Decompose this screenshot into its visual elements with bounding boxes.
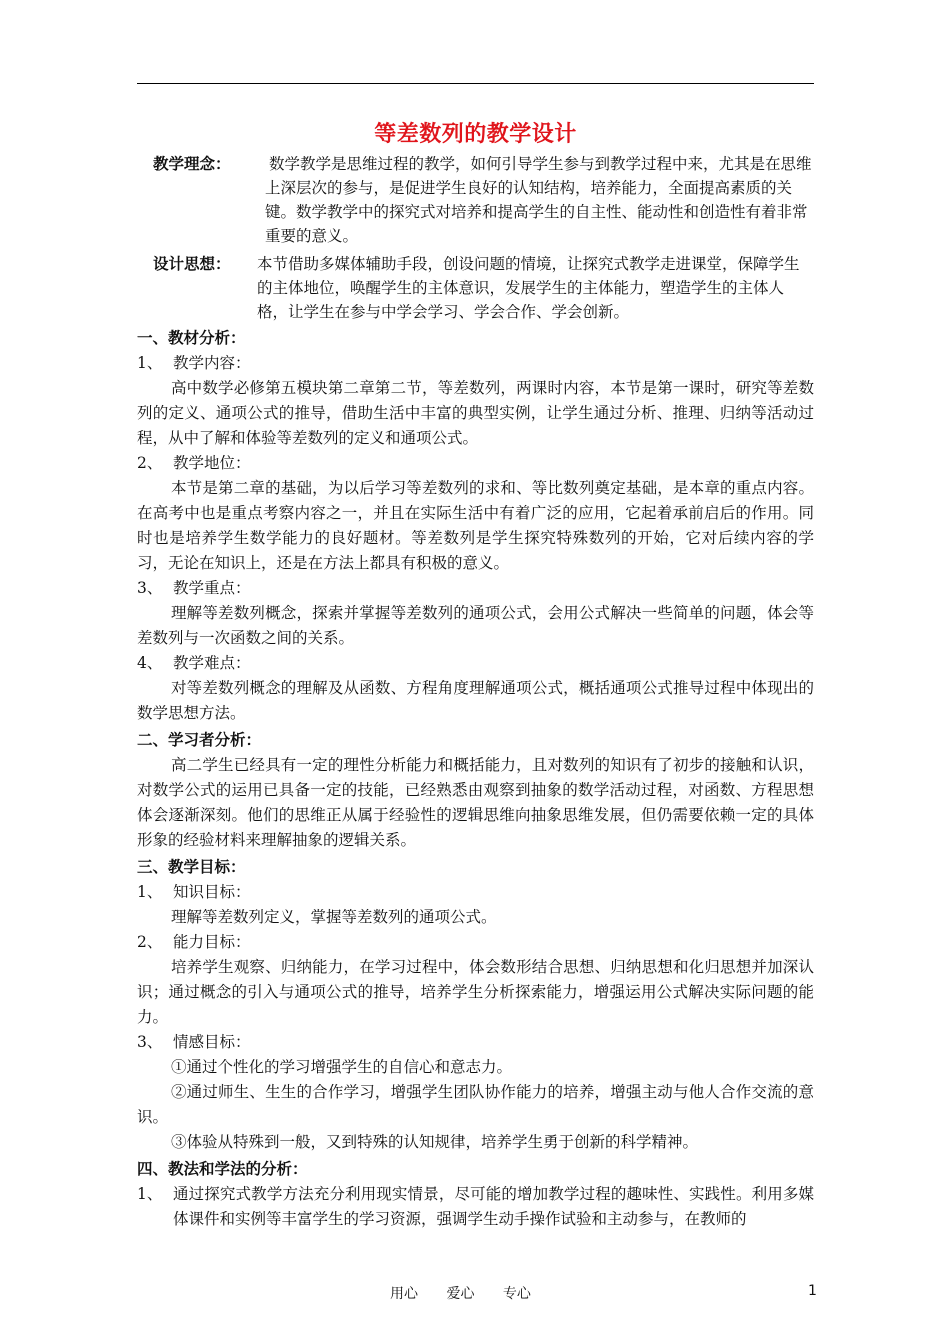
- subsection-title: 1、 教学内容：: [137, 354, 251, 372]
- paragraph: 理解等差数列概念，探索并掌握等差数列的通项公式，会用公式解决一些简单的问题，体会等差数列与一次函数之间的关系。: [137, 604, 814, 647]
- subsection-title: 2、 教学地位：: [137, 454, 251, 472]
- paragraph: 理解等差数列定义，掌握等差数列的通项公式。: [171, 908, 497, 926]
- header-rule: [137, 83, 814, 84]
- paragraph: 对等差数列概念的理解及从函数、方程角度理解通项公式，概括通项公式推导过程中体现出的数学思想方法。: [137, 679, 814, 722]
- document-title: 等差数列的教学设计: [374, 122, 577, 147]
- paragraph: 培养学生观察、归纳能力，在学习过程中，体会数形结合思想、归纳思想和化归思想并加深认识；通过概念的引入与通项公式的推导，培养学生分析探索能力，增强运用公式解决实际问题的能力。: [137, 958, 814, 1026]
- section-heading-4: 四、教法和学法的分析：: [137, 1160, 308, 1178]
- subsection-title: 3、 教学重点：: [137, 579, 251, 597]
- list-item: ②通过师生、生生的合作学习，增强学生团队协作能力的培养，增强主动与他人合作交流的意识。: [137, 1083, 814, 1126]
- list-item: 1、 通过探究式教学方法充分利用现实情景，尽可能的增加教学过程的趣味性、实践性。利用多媒体课件和实例等丰富学生的学习资源，强调学生动手操作试验和主动参与，在教师的: [137, 1185, 814, 1228]
- paragraph: 高中数学必修第五模块第二章第二节，等差数列，两课时内容，本节是第一课时，研究等差数列的定义、通项公式的推导，借助生活中丰富的典型实例，让学生通过分析、推理、归纳等活动过程，从中了解和体验等差数列的定义和通项公式。: [137, 379, 814, 447]
- paragraph: 高二学生已经具有一定的理性分析能力和概括能力，且对数列的知识有了初步的接触和认识，对数学公式的运用已具备一定的技能，已经熟悉由观察到抽象的数学活动过程，对函数、方程思想体会逐渐深刻。他们的思维正从属于经验性的逻辑思维向抽象思维发展，但仍需要依赖一定的具体形象的经验材料来理解抽象的逻辑关系。: [137, 756, 814, 849]
- page-number: 1: [808, 1283, 817, 1299]
- design-idea: [137, 252, 814, 324]
- section-heading-3: 三、教学目标：: [137, 858, 246, 876]
- teaching-concept-text: 数学教学是思维过程的教学，如何引导学生参与到教学过程中来，尤其是在思维上深层次的参与，是促进学生良好的认知结构，培养能力，全面提高素质的关键。数学教学中的探究式对培养和提高学生的自主性、能动性和创造性有着非常重要的意义。: [265, 155, 812, 245]
- list-item: ③体验从特殊到一般，又到特殊的认知规律，培养学生勇于创新的科学精神。: [171, 1133, 699, 1151]
- section-heading-1: 一、教材分析：: [137, 329, 246, 347]
- subsection-title: 2、 能力目标：: [137, 933, 251, 951]
- subsection-title: 3、 情感目标：: [137, 1033, 251, 1051]
- design-idea-label: 设计思想：: [153, 255, 231, 273]
- design-idea-text: 本节借助多媒体辅助手段，创设问题的情境，让探究式教学走进课堂，保障学生的主体地位，唤醒学生的主体意识，发展学生的主体能力，塑造学生的主体人格，让学生在参与中学会学习、学会合作、学会创新。: [257, 255, 800, 321]
- subsection-title: 1、 知识目标：: [137, 883, 251, 901]
- subsection-title: 4、 教学难点：: [137, 654, 251, 672]
- teaching-concept-label: 教学理念：: [153, 155, 231, 173]
- paragraph: 本节是第二章的基础，为以后学习等差数列的求和、等比数列奠定基础，是本章的重点内容。在高考中也是重点考察内容之一，并且在实际生活中有着广泛的应用，它起着承前启后的作用。同时也是培养学生数学能力的良好题材。等差数列是学生探究特殊数列的开始，它对后续内容的学习，无论在知识上，还是在方法上都具有积极的意义。: [137, 479, 814, 572]
- document-page: [137, 118, 814, 1232]
- section-heading-2: 二、学习者分析：: [137, 731, 262, 749]
- teaching-concept: [137, 152, 814, 248]
- list-item: ①通过个性化的学习增强学生的自信心和意志力。: [171, 1058, 513, 1076]
- footer-motto: 用心 爱心 专心: [390, 1286, 531, 1302]
